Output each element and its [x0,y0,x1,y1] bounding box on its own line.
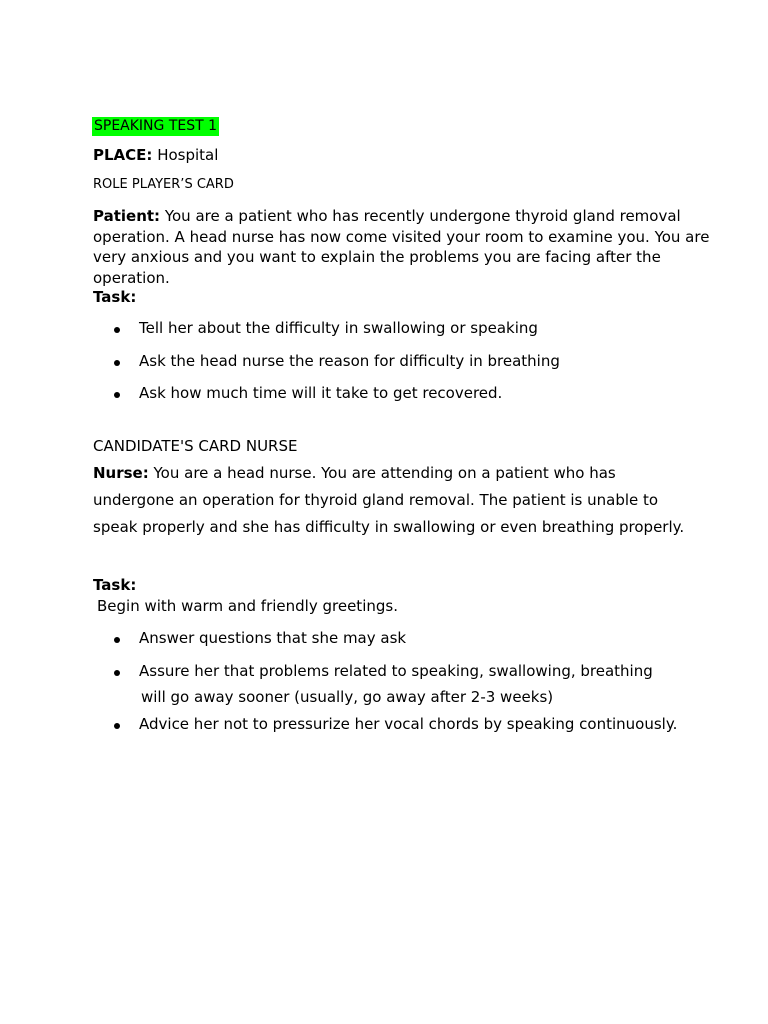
role-task-label [93,288,136,306]
patient-label: Patient: [93,207,161,225]
place-value: Hospital [157,146,219,164]
candidate-card-heading: CANDIDATE'S CARD NURSE [93,437,298,455]
list-item-text: Assure her that problems related to speaking, swallowing, breathing [139,662,653,680]
bullet-icon [114,392,120,398]
nurse-label: Nurse: [93,464,149,482]
patient-paragraph [93,206,735,288]
list-item-text: Answer questions that she may ask [139,629,407,647]
list-item-text: Ask the head nurse the reason for difficulty in breathing [139,352,560,370]
role-card-heading: ROLE PLAYER’S CARD [93,177,234,192]
test-title: SPEAKING TEST 1 [94,118,218,134]
bullet-icon [114,670,120,676]
place-line [93,146,218,164]
bullet-icon [114,360,120,366]
candidate-intro: Begin with warm and friendly greetings. [97,597,398,615]
candidate-task-label [93,576,136,594]
candidate-task-label-text: Task: [93,576,137,594]
bullet-icon [114,637,120,643]
nurse-line-2: undergone an operation for thyroid gland removal. The patient is unable to [93,491,659,509]
role-task-label-text: Task: [93,288,137,306]
patient-text: You are a patient who has recently undergone thyroid gland removal operation. A head nurse has now come visited your room to examine you. You are very anxious and you want to explain the problems you are facing after the operation. [93,207,710,287]
bullet-icon [114,723,120,729]
place-label: PLACE: [93,146,153,164]
bullet-icon [114,327,120,333]
nurse-line-1 [93,464,616,482]
nurse-line-3: speak properly and she has difficulty in swallowing or even breathing properly. [93,518,685,536]
list-item-text: Advice her not to pressurize her vocal chords by speaking continuously. [139,715,678,733]
list-item-text: Ask how much time will it take to get recovered. [139,384,503,402]
list-item-text: Tell her about the difficulty in swallowing or speaking [139,319,538,337]
nurse-text-1: You are a head nurse. You are attending on a patient who has [153,464,616,482]
list-item-continuation: will go away sooner (usually, go away after 2-3 weeks) [141,688,554,706]
